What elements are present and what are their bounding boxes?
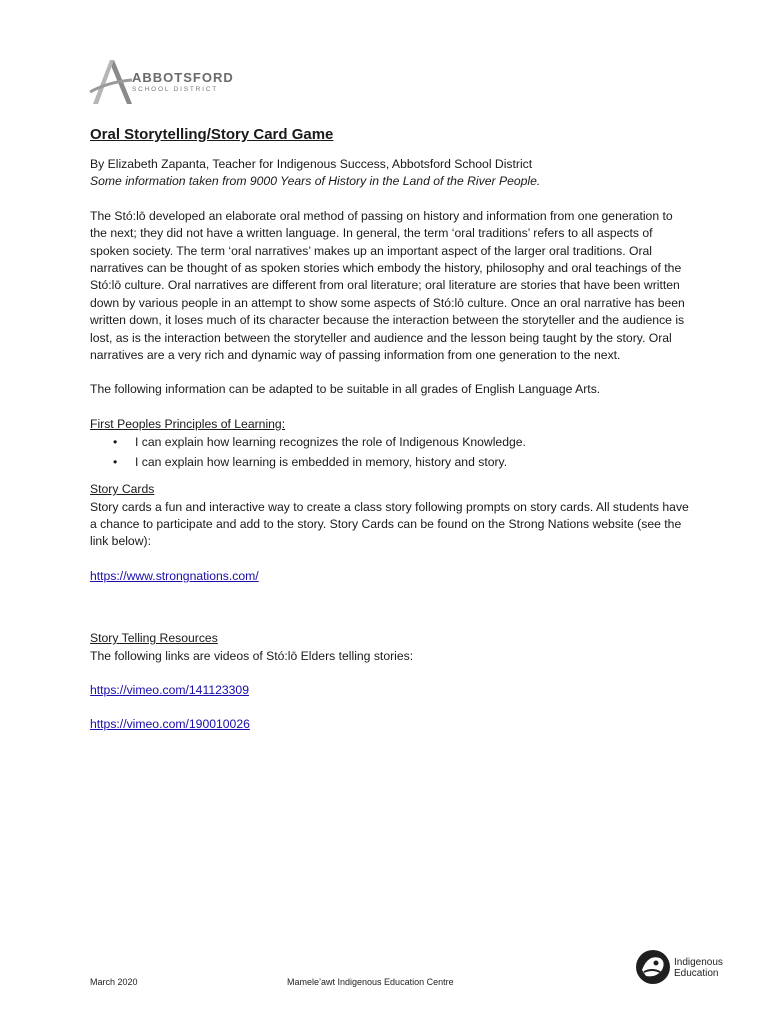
intro-paragraph: The Stó:lō developed an elaborate oral method of passing on history and information from one generation to the next; they did not have a written language. In general, the term ‘oral traditions’ refers to all aspects of spoken society. The term ‘oral narratives’ makes up an important aspect of the larger oral traditions. Oral narratives can be thought of as spoken stories which embody the history, philosophy and oral teachings of the Stó:lō culture. Oral narratives are different from oral literature; oral literature are stories that have been written down by various people in an attempt to show some aspects of Stó:lō culture. Once an oral narrative has been written down, it loses much of its character because the interaction between the storyteller and the audience is lost, as is the interaction between the storyteller and audience and the lesson being taught by the story. Oral narratives are a very rich and dynamic way of passing information from one generation to the next. [90, 208, 685, 363]
strong-nations-link[interactable]: https://www.strongnations.com/ [90, 568, 259, 583]
video-link-2[interactable]: https://vimeo.com/190010026 [90, 717, 250, 732]
adapt-paragraph: The following information can be adapted to be suitable in all grades of English Language Arts. [90, 382, 601, 397]
story-cards-paragraph: Story cards a fun and interactive way to create a class story following prompts on story cards. All students have a chance to participate and add to the story. Story Cards can be found on the Strong Nations website (see the link below): [90, 499, 689, 549]
story-cards-heading: Story Cards [90, 482, 155, 497]
indigenous-education-logo [634, 948, 734, 990]
footer-date: March 2020 [90, 977, 138, 987]
principles-list [90, 434, 690, 471]
list-item: • I can explain how learning recognizes the role of Indigenous Knowledge. [135, 434, 690, 451]
indigenous-logo-line2: Education [674, 968, 719, 979]
document-body [90, 124, 690, 751]
abbotsford-logo-mark-icon [88, 58, 134, 108]
indigenous-logo-line1: Indigenous [674, 957, 723, 968]
abbotsford-logo [88, 58, 234, 108]
source-note: Some information taken from 9000 Years of History in the Land of the River People. [90, 174, 541, 189]
logo-subtitle: SCHOOL DISTRICT [132, 86, 218, 93]
list-item: • I can explain how learning is embedded in memory, history and story. [135, 454, 690, 471]
footer-centre-name: Mamele’awt Indigenous Education Centre [287, 977, 454, 987]
byline: By Elizabeth Zapanta, Teacher for Indigenous Success, Abbotsford School District [90, 157, 533, 171]
indigenous-education-emblem-icon [634, 948, 672, 986]
video-link-1[interactable]: https://vimeo.com/141123309 [90, 682, 249, 697]
resources-paragraph: The following links are videos of Stó:lō Elders telling stories: [90, 648, 414, 663]
logo-name: ABBOTSFORD [132, 70, 234, 85]
page-title: Oral Storytelling/Story Card Game [90, 126, 334, 143]
resources-heading: Story Telling Resources [90, 631, 218, 646]
principles-heading: First Peoples Principles of Learning: [90, 416, 286, 431]
